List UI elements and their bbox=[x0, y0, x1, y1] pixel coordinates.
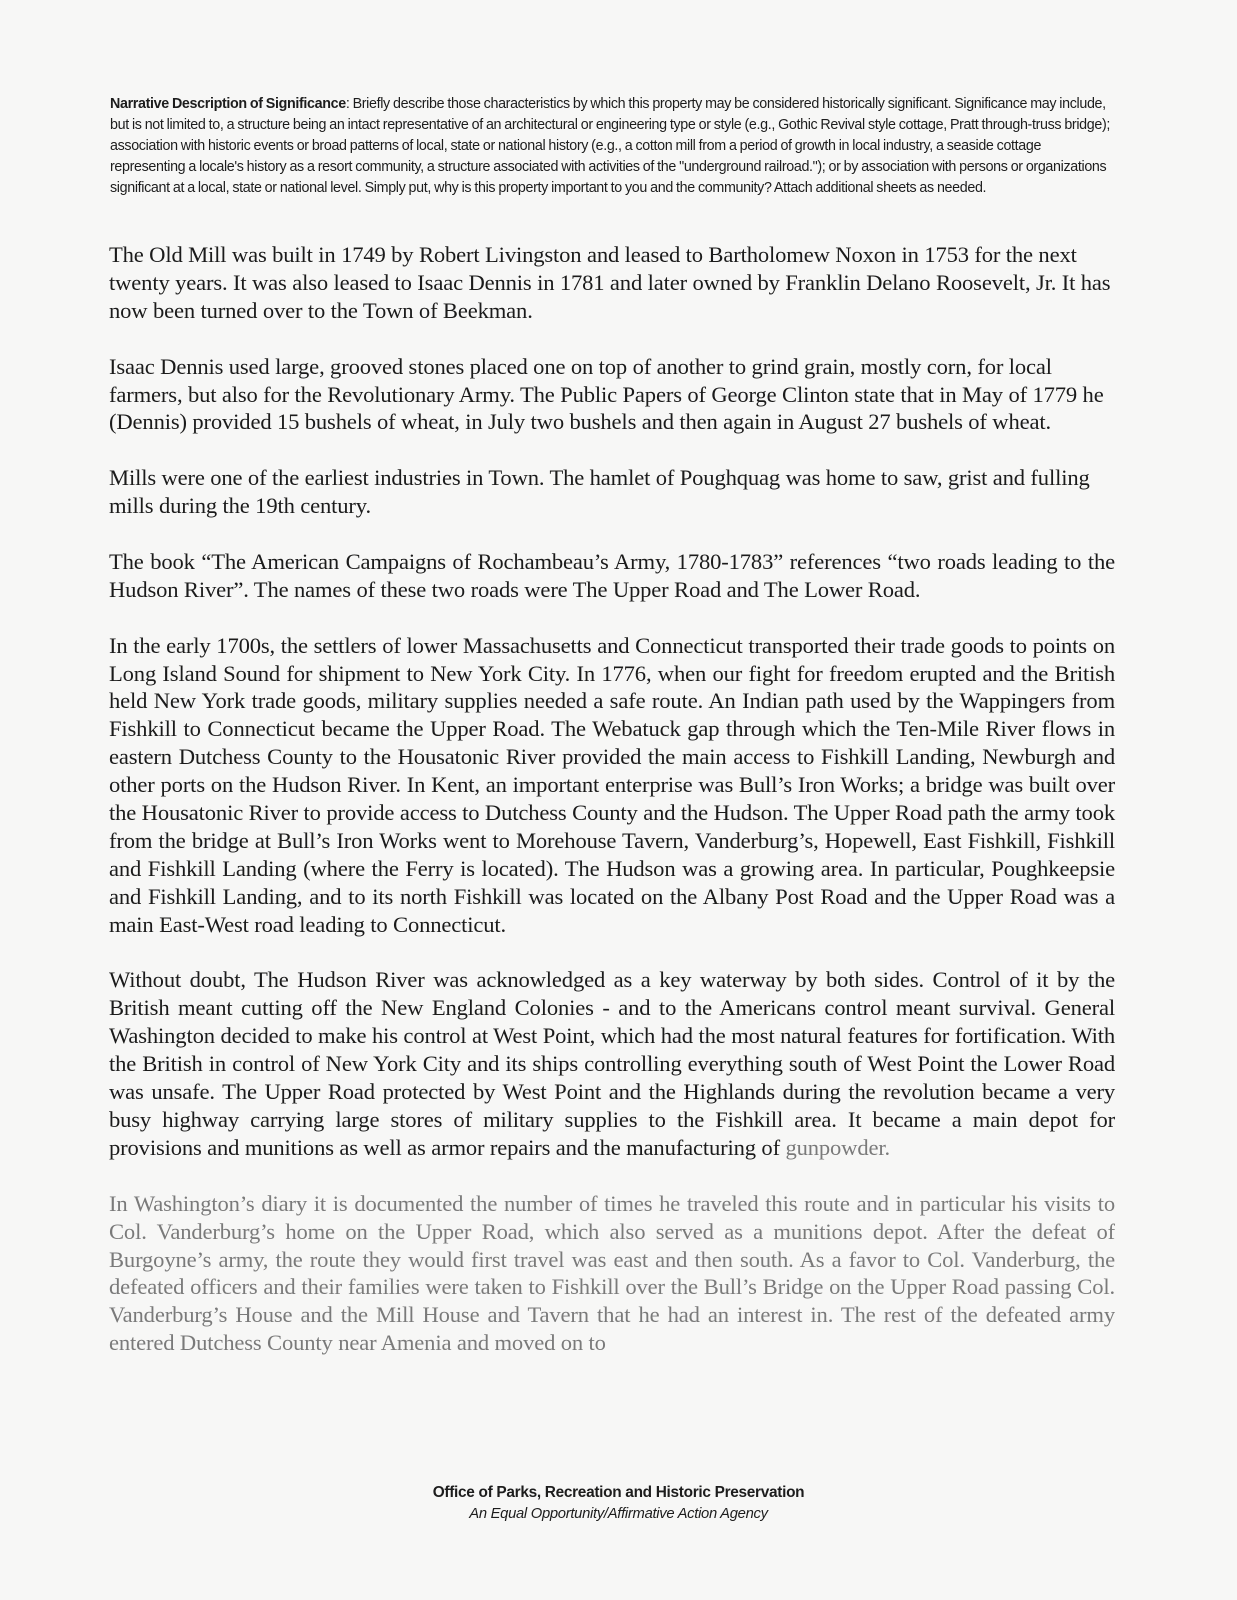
narrative-paragraph-6-faded: gunpowder. bbox=[785, 1134, 890, 1160]
instructions-text: : Briefly describe those characteristics by which this property may be considered historically significant. Significance may include, but is not limited to, a structure being an intact representative of an architectural or engineering type or style (e.g., Gothic Revival style cottage, Pratt through-truss bridge); association with historic events or broad patterns of local, state or national history (e.g., a cotton mill from a period of growth in local industry, a seaside cottage representing a locale's history as a resort community, a structure associated with activities of the "underground railroad."); or by association with persons or organizations significant at a local, state or national level. Simply put, why is this property important to you and the community? Attach additional sheets as needed. bbox=[110, 96, 1110, 196]
narrative-paragraph-5: In the early 1700s, the settlers of lower Massachusetts and Connecticut transported their trade goods to points on Long Island Sound for shipment to New York City. In 1776, when our fight for freedom erupted and the British held New York trade goods, military supplies needed a safe route. An Indian path used by the Wappingers from Fishkill to Connecticut became the Upper Road. The Webatuck gap through which the Ten-Mile River flows in eastern Dutchess County to the Housatonic River provided the main access to Fishkill Landing, Newburgh and other ports on the Hudson River. In Kent, an important enterprise was Bull’s Iron Works; a bridge was built over the Housatonic River to provide access to Dutchess County and the Hudson. The Upper Road path the army took from the bridge at Bull’s Iron Works went to Morehouse Tavern, Vanderburg’s, Hopewell, East Fishkill, Fishkill and Fishkill Landing (where the Ferry is located). The Hudson was a growing area. In particular, Poughkeepsie and Fishkill Landing, and to its north Fishkill was located on the Albany Post Road and the Upper Road was a main East-West road leading to Connecticut. bbox=[109, 632, 1115, 937]
narrative-paragraph-4: The book “The American Campaigns of Rochambeau’s Army, 1780-1783” references “two roads leading to the Hudson River”. The names of these two roads were The Upper Road and The Lower Road. bbox=[109, 548, 1115, 602]
instructions-label: Narrative Description of Significance bbox=[110, 96, 346, 112]
footer-agency-name: Office of Parks, Recreation and Historic Preservation bbox=[432, 1484, 805, 1501]
significance-instructions bbox=[110, 94, 1115, 199]
narrative-paragraph-6 bbox=[109, 966, 1115, 1161]
narrative-paragraph-2: Isaac Dennis used large, grooved stones placed one on top of another to grind grain, mostly corn, for local farmers, but also for the Revolutionary Army. The Public Papers of George Clinton state that in May of 1779 he (Dennis) provided 15 bushels of wheat, in July two bushels and then again in August 27 bushels of wheat. bbox=[109, 353, 1104, 435]
narrative-paragraph-7: In Washington’s diary it is documented the number of times he traveled this route and in particular his visits to Col. Vanderburg’s home on the Upper Road, which also served as a munitions depot. After the defeat of Burgoyne’s army, the route they would first travel was east and then south. As a favor to Col. Vanderburg, the defeated officers and their families were taken to Fishkill over the Bull’s Bridge on the Upper Road passing Col. Vanderburg’s House and the Mill House and Tavern that he had an interest in. The rest of the defeated army entered Dutchess County near Amenia and moved on to bbox=[109, 1190, 1115, 1356]
narrative-paragraph-6-main: Without doubt, The Hudson River was acknowledged as a key waterway by both sides. Control of it by the British meant cutting off the New England Colonies - and to the Americans control meant survival. General Washington decided to make his control at West Point, which had the most natural features for fortification. With the British in control of New York City and its ships controlling everything south of West Point the Lower Road was unsafe. The Upper Road protected by West Point and the Highlands during the revolution became a very busy highway carrying large stores of military supplies to the Fishkill area. It became a main depot for provisions and munitions as well as armor repairs and the manufacturing of bbox=[109, 967, 1115, 1160]
footer-agency-subtitle: An Equal Opportunity/Affirmative Action Agency bbox=[469, 1506, 768, 1522]
narrative-paragraph-1: The Old Mill was built in 1749 by Robert Livingston and leased to Bartholomew Noxon in 1753 for the next twenty years. It was also leased to Isaac Dennis in 1781 and later owned by Franklin Delano Roosevelt, Jr. It has now been turned over to the Town of Beekman. bbox=[109, 242, 1111, 323]
narrative-paragraph-3: Mills were one of the earliest industries in Town. The hamlet of Poughquag was home to saw, grist and fulling mills during the 19th century. bbox=[109, 465, 1090, 519]
narrative-body bbox=[109, 241, 1115, 1357]
